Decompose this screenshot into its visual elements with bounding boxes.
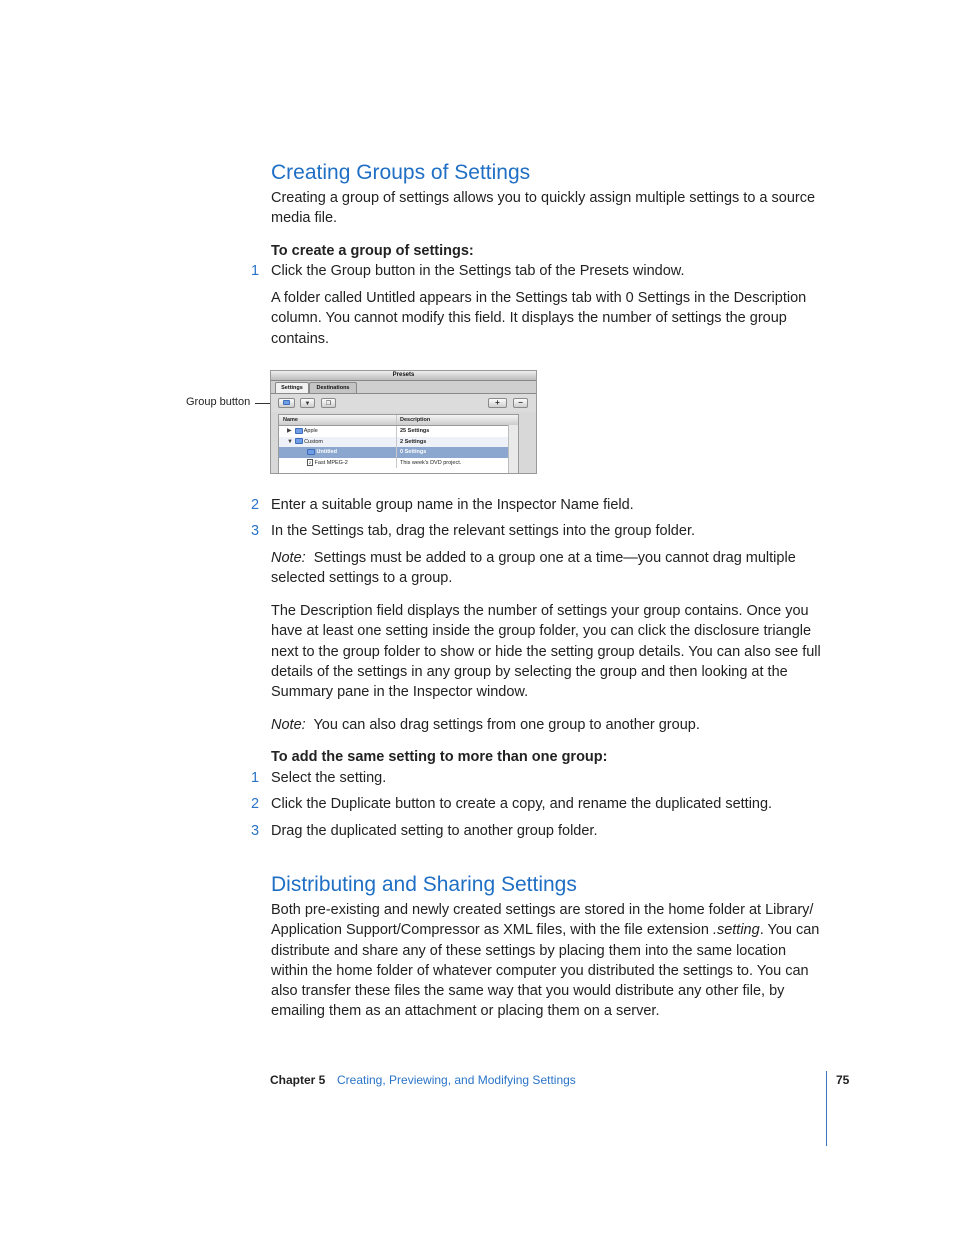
step-number: 3 xyxy=(251,523,260,539)
list-item[interactable] xyxy=(279,458,518,469)
footer-rule xyxy=(826,1071,827,1146)
droplet-button[interactable] xyxy=(300,398,315,408)
list-header xyxy=(279,415,518,426)
list-item-name: Untitled xyxy=(316,449,338,455)
paragraph-line: details of the settings in any group by selecting the group and then looking at the xyxy=(271,663,788,680)
disclosure-triangle-closed-icon[interactable]: ▶ xyxy=(287,428,292,434)
note-paragraph xyxy=(271,715,700,735)
step-text: Click the Duplicate button to create a copy, and rename the duplicated setting. xyxy=(271,796,773,812)
tab-settings[interactable]: Settings xyxy=(275,382,309,393)
column-divider xyxy=(396,426,397,437)
paragraph-line xyxy=(271,920,819,940)
column-divider xyxy=(396,447,397,458)
list-item-description: 2 Settings xyxy=(400,438,427,445)
presets-window-screenshot xyxy=(270,370,537,474)
list-item-description: This week's DVD project. xyxy=(400,459,462,466)
note-label: Note: xyxy=(271,550,306,566)
column-divider xyxy=(396,458,397,469)
minus-icon: − xyxy=(518,398,523,407)
duplicate-icon: ❐ xyxy=(325,401,332,407)
paragraph-line: emailing them as an attachment or placing them on a server. xyxy=(271,1003,660,1020)
paragraph-line: contains. xyxy=(271,330,330,347)
duplicate-button[interactable] xyxy=(321,398,336,408)
text-run: Application Support/Compressor as XML files, with the file extension xyxy=(271,922,713,939)
paragraph-line: column. You cannot modify this field. It displays the number of settings the group xyxy=(271,310,787,327)
plus-icon: + xyxy=(495,398,500,407)
add-setting-button[interactable] xyxy=(488,398,507,408)
step-number: 2 xyxy=(251,497,260,513)
paragraph-line: have at least one setting inside the group folder, you can click the disclosure triangle xyxy=(271,623,812,640)
remove-setting-button[interactable] xyxy=(513,398,528,408)
note-line: selected settings to a group. xyxy=(271,570,453,587)
paragraph-line: within the home folder of whatever computer you distributed the settings to. You can xyxy=(271,962,809,979)
paragraph-line: also transfer these files the same way that you would distribute any other file, by xyxy=(271,983,785,1000)
step-number: 1 xyxy=(251,263,260,279)
untitled-paragraph xyxy=(271,288,806,349)
folder-icon xyxy=(307,449,315,455)
footer-chapter-title[interactable]: Creating, Previewing, and Modifying Settings xyxy=(337,1073,576,1087)
list-item[interactable] xyxy=(279,426,518,437)
list-item-name: Custom xyxy=(304,438,324,445)
procedure-heading: To add the same setting to more than one group: xyxy=(271,749,608,765)
list-scrollbar[interactable] xyxy=(508,425,518,474)
paragraph-line: A folder called Untitled appears in the Settings tab with 0 Settings in the Description xyxy=(271,290,807,306)
folder-icon xyxy=(295,428,303,434)
list-item-name: Fast MPEG-2 xyxy=(314,459,348,466)
column-divider xyxy=(396,415,397,425)
note-paragraph xyxy=(271,548,796,589)
step-text: Select the setting. xyxy=(271,770,387,786)
step-number: 3 xyxy=(251,823,260,839)
procedure-heading: To create a group of settings: xyxy=(271,243,474,259)
note-label: Note: xyxy=(271,717,306,733)
paragraph-line: Summary pane in the Inspector window. xyxy=(271,684,529,701)
step-text: Drag the duplicated setting to another group folder. xyxy=(271,823,598,839)
step-text: In the Settings tab, drag the relevant settings into the group folder. xyxy=(271,523,695,539)
list-item[interactable] xyxy=(279,437,518,448)
list-item-description: 0 Settings xyxy=(400,449,427,455)
list-item-name: Apple xyxy=(303,428,318,434)
paragraph-line: The Description field displays the number of settings your group contains. Once you xyxy=(271,603,809,619)
droplet-icon: ▼ xyxy=(304,401,311,407)
paragraph-line: distribute and share any of these settings by placing them into the same location xyxy=(271,942,787,959)
paragraph-line: Both pre-existing and newly created settings are stored in the home folder at Library/ xyxy=(271,902,814,918)
step-text: Click the Group button in the Settings tab of the Presets window. xyxy=(271,263,685,279)
list-item-selected[interactable] xyxy=(279,447,518,458)
column-header-name[interactable]: Name xyxy=(283,417,298,423)
setting-icon: 2 xyxy=(308,459,312,465)
note-line: Settings must be added to a group one at a time—you cannot drag multiple xyxy=(313,550,796,566)
folder-add-icon xyxy=(283,400,290,405)
distributing-paragraph xyxy=(271,900,819,1022)
intro-line: media file. xyxy=(271,210,338,227)
settings-list xyxy=(278,414,519,474)
intro-paragraph xyxy=(271,188,815,229)
disclosure-triangle-open-icon[interactable]: ▼ xyxy=(287,438,293,445)
figure-callout-label: Group button xyxy=(186,396,251,408)
text-run: . You can xyxy=(759,922,820,939)
step-number: 1 xyxy=(251,770,260,786)
column-divider xyxy=(396,437,397,448)
column-header-description[interactable]: Description xyxy=(400,417,431,423)
description-paragraph xyxy=(271,601,821,702)
footer-chapter: Chapter 5 xyxy=(270,1073,326,1087)
tab-bar xyxy=(271,381,536,394)
group-button[interactable] xyxy=(278,398,295,408)
section-title-creating-groups: Creating Groups of Settings xyxy=(271,161,531,184)
folder-icon xyxy=(295,438,303,444)
page-number: 75 xyxy=(836,1073,850,1087)
step-text: Enter a suitable group name in the Inspector Name field. xyxy=(271,497,634,513)
file-extension: .setting xyxy=(712,922,760,939)
window-title: Presets xyxy=(392,372,415,378)
section-title-distributing: Distributing and Sharing Settings xyxy=(271,873,577,896)
intro-line: Creating a group of settings allows you to quickly assign multiple settings to a source xyxy=(271,190,816,206)
note-line: You can also drag settings from one group to another group. xyxy=(313,717,700,733)
paragraph-line: next to the group folder to show or hide the setting group details. You can also see full xyxy=(271,643,821,660)
tab-destinations[interactable]: Destinations xyxy=(309,382,357,393)
settings-toolbar xyxy=(271,394,536,412)
window-titlebar xyxy=(271,371,536,381)
step-number: 2 xyxy=(251,796,260,812)
list-item-description: 25 Settings xyxy=(400,428,430,434)
